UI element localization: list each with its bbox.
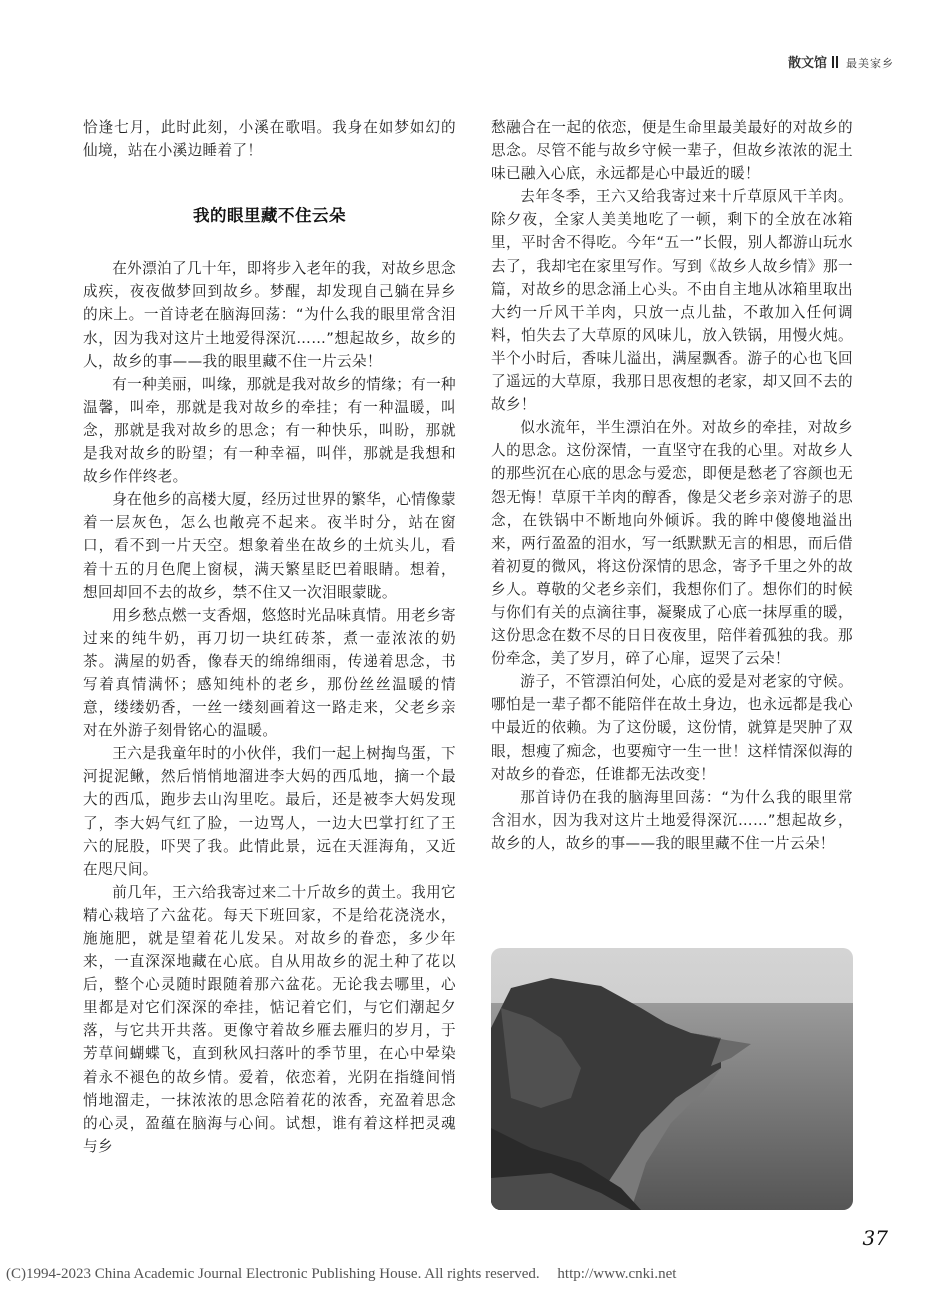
left-column (83, 116, 456, 1158)
body-paragraph: 那首诗仍在我的脑海里回荡：“为什么我的眼里常含泪水，因为我对这片土地爱得深沉……”想起故乡，故乡的人，故乡的事——我的眼里藏不住一片云朵！ (491, 788, 853, 852)
subsection-name: 最美家乡 (846, 57, 894, 70)
running-header (788, 52, 894, 71)
footer-url[interactable]: http://www.cnki.net (557, 1266, 677, 1282)
header-divider (832, 56, 834, 68)
header-divider (836, 56, 838, 68)
body-paragraph: 愁融合在一起的依恋，便是生命里最美最好的对故乡的思念。尽管不能与故乡守候一辈子，但故乡浓浓的泥土味已融入心底，永远都是心中最近的暖！ (491, 119, 853, 183)
body-paragraph: 王六是我童年时的小伙伴，我们一起上树掏鸟蛋，下河捉泥鳅，然后悄悄地溜进李大妈的西瓜地，摘一个最大的西瓜，跑步去山沟里吃。最后，还是被李大妈发现了，李大妈气红了脸，一边骂人，一边大巴掌打红了王六的屁股，吓哭了我。此情此景，远在天涯海角，又近在咫尺间。 (83, 745, 456, 878)
body-paragraph: 前几年，王六给我寄过来二十斤故乡的黄土。我用它精心栽培了六盆花。每天下班回家，不是给花浇浇水，施施肥，就是望着花儿发呆。对故乡的眷恋，多少年来，一直深深地藏在心底。自从用故乡的泥土种了花以后，整个心灵随时跟随着那六盆花。无论我去哪里，心里都是对它们深深的牵挂，惦记着它们，与它们潮起夕落，与它共开共落。更像守着故乡雁去雁归的岁月，于芳草间蝴蝶飞，直到秋风扫落叶的季节里，在心中晕染着永不褪色的故乡情。爱着，依恋着，光阴在指缝间悄悄地溜走，一抹浓浓的思念陪着花的浓香，充盈着思念的心灵，盈蕴在脑海与心间。试想，谁有着这样把灵魂与乡 (83, 883, 456, 1155)
continued-paragraph: 恰逢七月，此时此刻，小溪在歌唱。我身在如梦如幻的仙境，站在小溪边睡着了！ (83, 119, 456, 160)
coastal-landscape-photo (491, 948, 853, 1210)
section-name: 散文馆 (787, 56, 827, 71)
copyright-notice: (C)1994-2023 China Academic Journal Electronic Publishing House. All rights reserved. (6, 1266, 540, 1282)
body-paragraph: 有一种美丽，叫缘，那就是我对故乡的情缘；有一种温馨，叫牵，那就是我对故乡的牵挂；有一种温暖，叫念，那就是我对故乡的思念；有一种快乐，叫盼，那就是我对故乡的盼望；有一种幸福，叫伴，那就是我想和故乡作伴终老。 (83, 375, 456, 486)
body-paragraph: 在外漂泊了几十年，即将步入老年的我，对故乡思念成疾，夜夜做梦回到故乡。梦醒，却发现自己躺在异乡的床上。一首诗老在脑海回荡：“为什么我的眼里常含泪水，因为我对这片土地爱得深沉……”想起故乡，故乡的人，故乡的事——我的眼里藏不住一片云朵！ (83, 260, 456, 370)
body-paragraph: 去年冬季，王六又给我寄过来十斤草原风干羊肉。除夕夜，全家人美美地吃了一顿，剩下的全放在冰箱里，平时舍不得吃。今年“五一”长假，别人都游山玩水去了，我却宅在家里写作。写到《故乡人故乡情》那一篇，对故乡的思念涌上心头。不由自主地从冰箱里取出大约一斤风干羊肉，只放一点儿盐，不敢加入任何调料，怕失去了大草原的风味儿，放入铁锅，用慢火炖。半个小时后，香味儿溢出，满屋飘香。游子的心也飞回了遥远的大草原，我那日思夜想的老家，却又回不去的故乡！ (491, 188, 853, 414)
footer (6, 1266, 676, 1283)
right-column (491, 116, 853, 855)
body-paragraph: 身在他乡的高楼大厦，经历过世界的繁华，心情像蒙着一层灰色，怎么也敞亮不起来。夜半时分，站在窗口，看不到一片天空。想象着坐在故乡的土炕头儿，看着十五的月色爬上窗棂，满天繁星眨巴着眼睛。想着，想回却回不去的故乡，禁不住又一次泪眼蒙眬。 (83, 491, 456, 601)
article-title: 我的眼里藏不住云朵 (193, 206, 346, 226)
body-paragraph: 似水流年，半生漂泊在外。对故乡的牵挂，对故乡人的思念。这份深情，一直坚守在我的心里。对故乡人的那些沉在心底的思念与爱恋，即便是愁老了容颜也无怨无悔！草原干羊肉的醇香，像是父老乡亲对游子的思念，在铁锅中不断地向外倾诉。我的眸中傻傻地溢出来，两行盈盈的泪水，写一纸默默无言的相思，而后借着初夏的微风，将这份深情的思念，寄予千里之外的故乡人。尊敬的父老乡亲们，我想你们了。想你们的时候与你们有关的点滴往事，凝聚成了心底一抹厚重的暖，这份思念在数不尽的日日夜夜里，陪伴着孤独的我。那份牵念，美了岁月，碎了心扉，逗哭了云朵！ (491, 419, 853, 668)
page-number: 37 (862, 1226, 888, 1250)
body-paragraph: 用乡愁点燃一支香烟，悠悠时光品味真情。用老乡寄过来的纯牛奶，再刀切一块红砖茶，煮一壶浓浓的奶茶。满屋的奶香，像春天的绵绵细雨，传递着思念，书写着真情满怀；感知纯朴的老乡，那份丝丝温暖的情意，缕缕奶香，一丝一缕刻画着这一路走来，父老乡亲对在外游子刻骨铭心的温暖。 (83, 606, 456, 740)
body-paragraph: 游子，不管漂泊何处，心底的爱是对老家的守候。哪怕是一辈子都不能陪伴在故土身边，也永远都是我心中最近的依赖。为了这份暖，这份情，就算是哭肿了双眼，想瘦了痴念，也要痴守一生一世！这样情深似海的对故乡的眷恋，任谁都无法改变！ (491, 673, 853, 783)
